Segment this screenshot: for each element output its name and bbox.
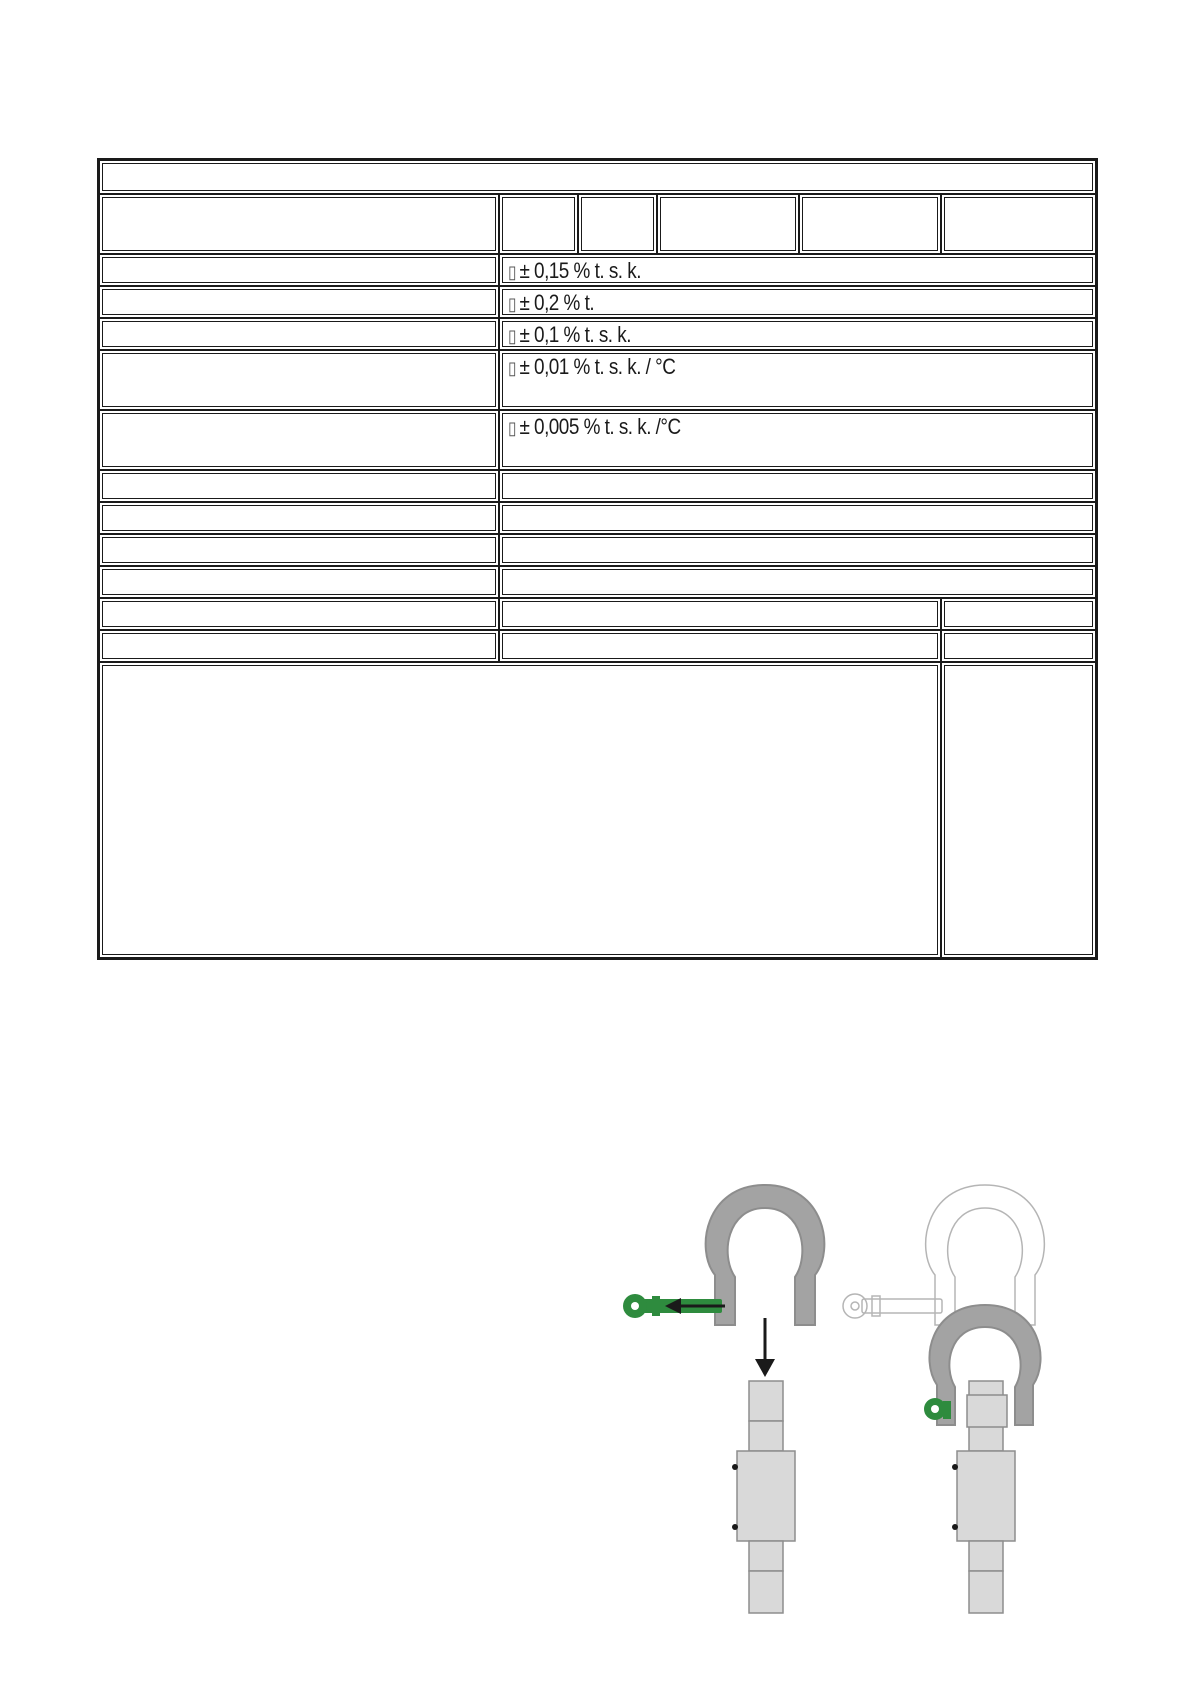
row-label-cell <box>99 470 499 502</box>
shackle-pin-installed <box>924 1398 951 1420</box>
row-value-cell <box>499 254 1096 286</box>
row-value-cell <box>499 630 941 662</box>
temperature-coefficient-value: ▯ ± 0,01 % t. s. k. / °C <box>508 354 676 379</box>
shackle-outline-ghost <box>843 1185 1044 1325</box>
shackle-removed <box>706 1185 825 1325</box>
row-value-cell <box>499 318 1096 350</box>
row-unit-cell <box>941 598 1096 630</box>
row-label-cell <box>99 410 499 470</box>
row-value-cell <box>499 350 1096 410</box>
row-value-cell <box>499 598 941 630</box>
row-value-cell <box>499 502 1096 534</box>
row-label-cell <box>99 286 499 318</box>
spec-table <box>97 158 1098 960</box>
row-value-cell <box>499 410 1096 470</box>
row-value-cell <box>499 534 1096 566</box>
row-label-cell <box>99 598 499 630</box>
header-col-1 <box>499 194 578 254</box>
shackle-assembly-illustration <box>605 1175 1085 1635</box>
accuracy-value: ▯ ± 0,1 % t. s. k. <box>508 322 631 347</box>
arrow-down-icon <box>755 1318 775 1377</box>
row-label-cell <box>99 630 499 662</box>
row-value-cell <box>499 566 1096 598</box>
header-label-cell <box>99 194 499 254</box>
row-unit-cell <box>941 630 1096 662</box>
accuracy-value: ▯ ± 0,2 % t. <box>508 290 595 315</box>
notes-side-cell <box>941 662 1096 958</box>
row-value-cell <box>499 286 1096 318</box>
row-label-cell <box>99 254 499 286</box>
load-link-sensor-left <box>732 1381 795 1613</box>
accuracy-value: ▯ ± 0,15 % t. s. k. <box>508 258 641 283</box>
row-label-cell <box>99 350 499 410</box>
header-col-3 <box>657 194 799 254</box>
header-col-5 <box>941 194 1096 254</box>
row-value-cell <box>499 470 1096 502</box>
row-label-cell <box>99 318 499 350</box>
header-col-2 <box>578 194 657 254</box>
row-label-cell <box>99 502 499 534</box>
header-col-4 <box>799 194 941 254</box>
temperature-coefficient-value: ▯ ± 0,005 % t. s. k. /°C <box>508 414 681 439</box>
table-title-row <box>99 160 1096 194</box>
notes-cell <box>99 662 941 958</box>
row-label-cell <box>99 534 499 566</box>
row-label-cell <box>99 566 499 598</box>
